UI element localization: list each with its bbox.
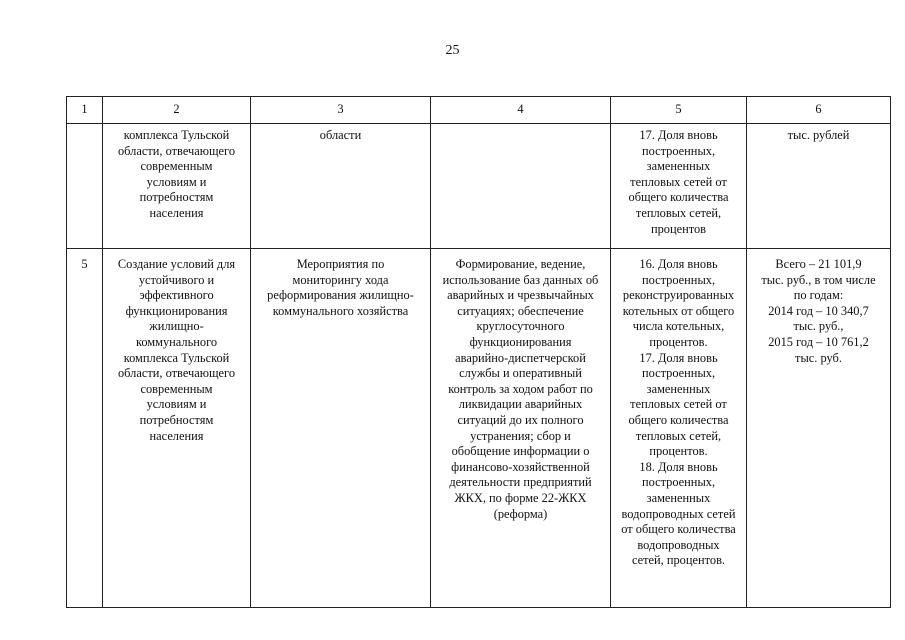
column-header-6: 6 xyxy=(747,97,891,124)
column-header-5: 5 xyxy=(611,97,747,124)
column-header-2: 2 xyxy=(103,97,251,124)
description-cell xyxy=(431,124,611,249)
row-number-cell: 5 xyxy=(67,249,103,608)
row-number-cell xyxy=(67,124,103,249)
column-header-3: 3 xyxy=(251,97,431,124)
page-number: 25 xyxy=(445,43,460,58)
goal-cell: комплекса Тульской области, отвечающего современным условиям и потребностям населения xyxy=(103,124,251,249)
table-row xyxy=(67,124,891,249)
table-row xyxy=(67,249,891,608)
indicator-cell: 16. Доля вновь построенных, реконструированных котельных от общего числа котельных, процентов. 17. Доля вновь построенных, замененных тепловых сетей от общего количества тепловых сетей, процентов. 18. Доля вновь построенных, замененных водопроводных сетей от общего количества водопроводных сетей, процентов. xyxy=(611,249,747,608)
measure-cell: Мероприятия по мониторингу хода реформирования жилищно- коммунального хозяйства xyxy=(251,249,431,608)
column-header-4: 4 xyxy=(431,97,611,124)
column-header-1: 1 xyxy=(67,97,103,124)
measure-cell: области xyxy=(251,124,431,249)
description-cell: Формирование, ведение, использование баз данных об аварийных и чрезвычайных ситуациях; обеспечение круглосуточного функционирования аварийно-диспетчерской службы и оперативный контроль за ходом работ по ликвидации аварийных ситуаций до их полного устранения; сбор и обобщение информации о финансово-хозяйственной деятельности предприятий ЖКХ, по форме 22-ЖКХ (реформа) xyxy=(431,249,611,608)
funding-cell: тыс. рублей xyxy=(747,124,891,249)
goal-cell: Создание условий для устойчивого и эффективного функционирования жилищно- коммунального комплекса Тульской области, отвечающего современным условиям и потребностям населения xyxy=(103,249,251,608)
indicator-cell: 17. Доля вновь построенных, замененных тепловых сетей от общего количества тепловых сетей, процентов xyxy=(611,124,747,249)
table-header-row xyxy=(67,97,891,124)
program-table xyxy=(66,96,891,608)
funding-cell: Всего – 21 101,9 тыс. руб., в том числе по годам: 2014 год – 10 340,7 тыс. руб., 2015 год – 10 761,2 тыс. руб. xyxy=(747,249,891,608)
